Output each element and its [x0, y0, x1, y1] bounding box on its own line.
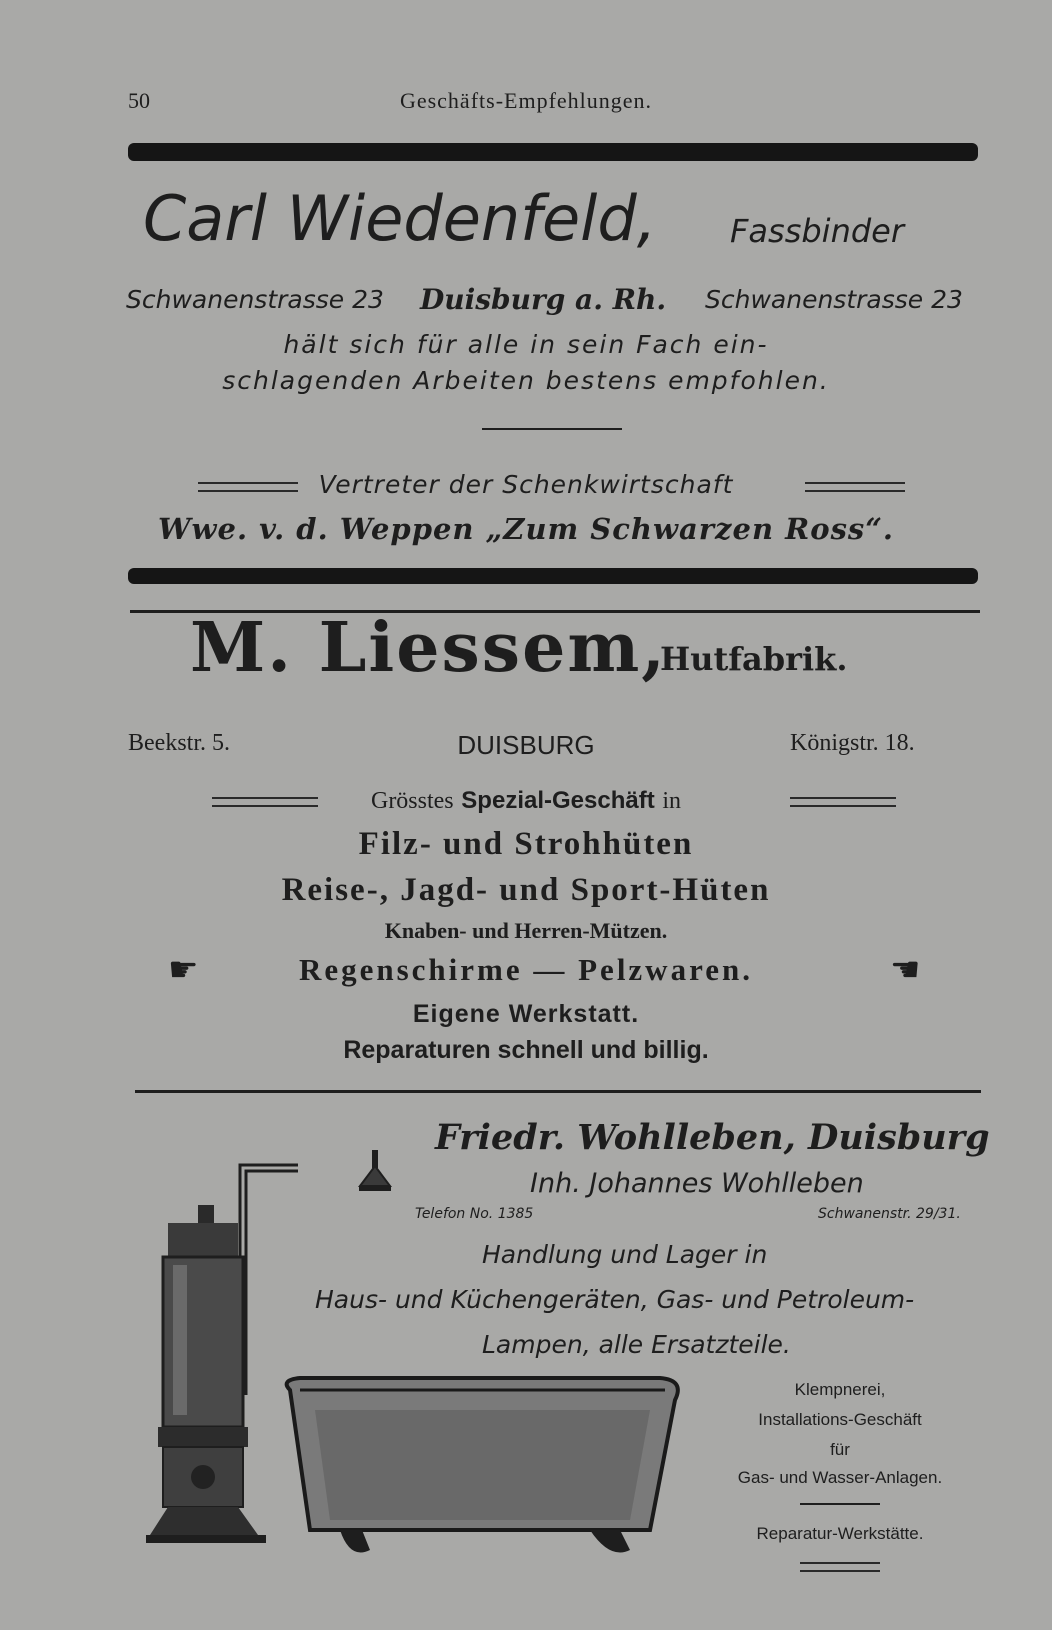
wiedenfeld-text-line2: schlagenden Arbeiten bestens empfohlen.	[222, 366, 830, 395]
wiedenfeld-establishment: Wwe. v. d. Weppen „Zum Schwarzen Ross“.	[157, 512, 895, 546]
ornamental-rule-bottom	[128, 568, 978, 584]
liessem-line2: Filz- und Strohhüten	[358, 826, 694, 862]
liessem-name: M. Liessem,	[190, 608, 667, 688]
wohlleben-service5: Reparatur-Werkstätte.	[756, 1524, 924, 1543]
wohlleben-street: Schwanenstr. 29/31.	[818, 1206, 961, 1222]
wohlleben-line3: Lampen, alle Ersatzteile.	[482, 1330, 791, 1359]
double-rule-bottom	[800, 1562, 880, 1572]
wohlleben-service1: Klempnerei,	[794, 1380, 886, 1399]
liessem-address-right: Königstr. 18.	[790, 730, 915, 756]
wiedenfeld-city: Duisburg a. Rh.	[420, 283, 667, 316]
hand-pointing-left-icon: ☚	[890, 950, 921, 990]
liessem-line4: Knaben- und Herren-Mützen.	[384, 918, 668, 943]
liessem-line1-post: in	[662, 788, 682, 814]
short-divider	[482, 428, 622, 430]
liessem-city: DUISBURG	[457, 730, 595, 760]
wohlleben-phone: Telefon No. 1385	[415, 1206, 534, 1222]
double-rule-right	[805, 482, 905, 492]
liessem-address-left: Beekstr. 5.	[128, 730, 230, 756]
wohlleben-owner: Inh. Johannes Wohlleben	[530, 1168, 864, 1199]
liessem-line6: Eigene Werkstatt.	[412, 1000, 640, 1028]
ornamental-rule-top	[128, 143, 978, 161]
wiedenfeld-name: Carl Wiedenfeld,	[143, 182, 657, 255]
liessem-line7: Reparaturen schnell und billig.	[343, 1036, 709, 1064]
wohlleben-service4: Gas- und Wasser-Anlagen.	[737, 1468, 943, 1487]
liessem-line3: Reise-, Jagd- und Sport-Hüten	[281, 872, 771, 908]
wohlleben-line1: Handlung und Lager in	[482, 1240, 768, 1269]
wiedenfeld-representative: Vertreter der Schenkwirtschaft	[318, 470, 734, 499]
short-divider-2	[800, 1503, 880, 1505]
double-rule-right-2	[790, 797, 896, 807]
wiedenfeld-trade: Fassbinder	[730, 212, 904, 250]
running-head: Geschäfts-Empfehlungen.	[399, 88, 653, 113]
wiedenfeld-address-left: Schwanenstrasse 23	[126, 285, 384, 314]
hand-pointing-right-icon: ☛	[168, 950, 199, 990]
shower-head-icon	[355, 1150, 395, 1195]
wohlleben-name: Friedr. Wohlleben, Duisburg	[435, 1117, 990, 1158]
page-number: 50	[128, 88, 150, 113]
wiedenfeld-text-line1: hält sich für alle in sein Fach ein-	[283, 330, 769, 359]
wiedenfeld-address-right: Schwanenstrasse 23	[705, 285, 963, 314]
liessem-trade: Hutfabrik.	[660, 640, 848, 678]
liessem-line5: Regenschirme — Pelzwaren.	[298, 952, 754, 987]
wohlleben-service3: für	[830, 1440, 850, 1459]
liessem-line1-pre: Grösstes	[370, 788, 454, 814]
bathtub-illustration	[270, 1370, 695, 1570]
wohlleben-service2: Installations-Geschäft	[758, 1410, 922, 1429]
wohlleben-line2: Haus- und Küchengeräten, Gas- und Petroleum-	[315, 1285, 915, 1314]
section-rule-wohlleben	[135, 1090, 981, 1093]
liessem-line1-highlight: Spezial-Geschäft	[461, 787, 655, 814]
